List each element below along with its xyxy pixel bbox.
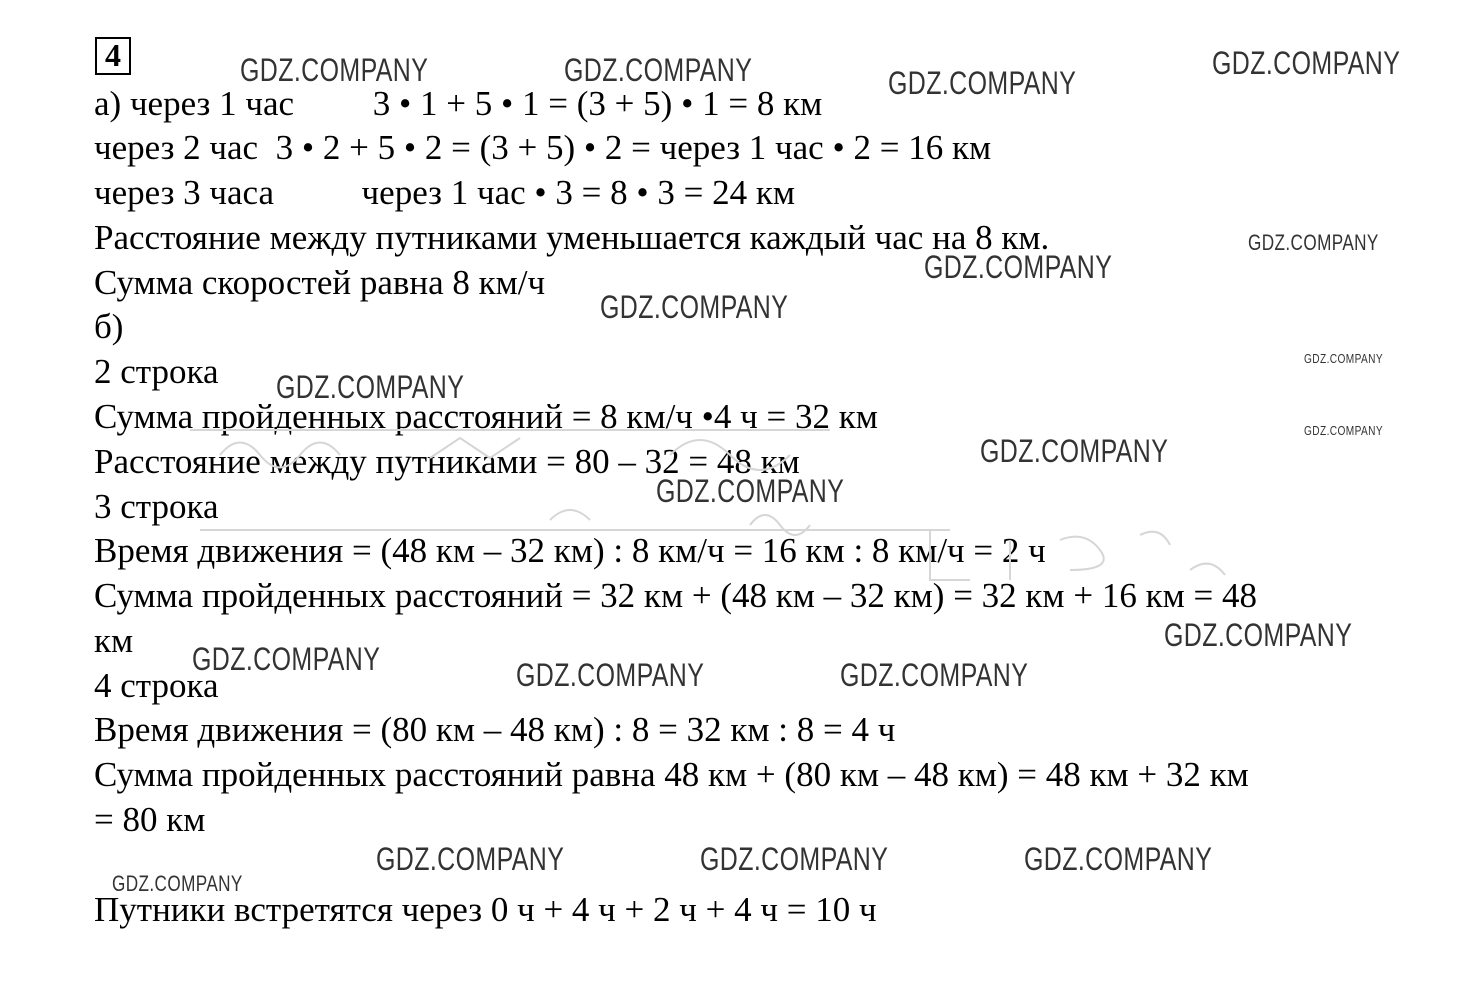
solution-line: через 3 часа через 1 час • 3 = 8 • 3 = 24 км xyxy=(94,173,796,212)
solution-line: 3 строка xyxy=(94,487,219,526)
solution-line: Расстояние между путниками уменьшается каждый час на 8 км. xyxy=(94,218,1050,257)
solution-line: Время движения = (80 км – 48 км) : 8 = 32 км : 8 = 4 ч xyxy=(94,710,896,749)
watermark-text: GDZ.COMPANY xyxy=(112,871,243,896)
solution-line: Сумма пройденных расстояний равна 48 км + (80 км – 48 км) = 48 км + 32 км xyxy=(94,755,1249,794)
solution-line: = 80 км xyxy=(94,800,206,839)
watermark-text: GDZ.COMPANY xyxy=(840,657,1029,693)
watermark-text: GDZ.COMPANY xyxy=(924,249,1113,285)
solution-line: км xyxy=(94,621,134,660)
watermark-text: GDZ.COMPANY xyxy=(656,473,845,509)
watermark-text: GDZ.COMPANY xyxy=(276,369,465,405)
solution-line: б) xyxy=(94,307,124,346)
watermark-text: GDZ.COMPANY xyxy=(516,657,705,693)
watermark-text: GDZ.COMPANY xyxy=(700,841,889,877)
watermark-text: GDZ.COMPANY xyxy=(1164,617,1353,653)
watermark-text: GDZ.COMPANY xyxy=(1304,423,1384,438)
watermark-text: GDZ.COMPANY xyxy=(1024,841,1213,877)
solution-line: 2 строка xyxy=(94,352,219,391)
task-number-box: 4 xyxy=(95,37,131,75)
solution-line: Сумма скоростей равна 8 км/ч xyxy=(94,263,546,302)
watermark-text: GDZ.COMPANY xyxy=(600,289,789,325)
solution-line: 4 строка xyxy=(94,666,219,705)
watermark-text: GDZ.COMPANY xyxy=(1248,230,1379,255)
solution-line: Время движения = (48 км – 32 км) : 8 км/ч = 16 км : 8 км/ч = 2 ч xyxy=(94,531,1046,570)
watermark-text: GDZ.COMPANY xyxy=(564,52,753,88)
solution-line: Путники встретятся через 0 ч + 4 ч + 2 ч + 4 ч = 10 ч xyxy=(94,890,877,929)
watermark-text: GDZ.COMPANY xyxy=(1212,45,1401,81)
watermark-text: GDZ.COMPANY xyxy=(376,841,565,877)
watermark-text: GDZ.COMPANY xyxy=(980,433,1169,469)
watermark-text: GDZ.COMPANY xyxy=(192,641,381,677)
solution-line: Сумма пройденных расстояний = 32 км + (48 км – 32 км) = 32 км + 16 км = 48 xyxy=(94,576,1257,615)
solution-line: через 2 час 3 • 2 + 5 • 2 = (3 + 5) • 2 = через 1 час • 2 = 16 км xyxy=(94,128,992,167)
solution-line: Расстояние между путниками = 80 – 32 = 48 км xyxy=(94,442,800,481)
solution-line: Сумма пройденных расстояний = 8 км/ч •4 ч = 32 км xyxy=(94,397,878,436)
watermark-text: GDZ.COMPANY xyxy=(240,52,429,88)
watermark-text: GDZ.COMPANY xyxy=(888,65,1077,101)
watermark-text: GDZ.COMPANY xyxy=(1304,351,1384,366)
solution-line: а) через 1 час 3 • 1 + 5 • 1 = (3 + 5) • 1 = 8 км xyxy=(94,84,823,123)
